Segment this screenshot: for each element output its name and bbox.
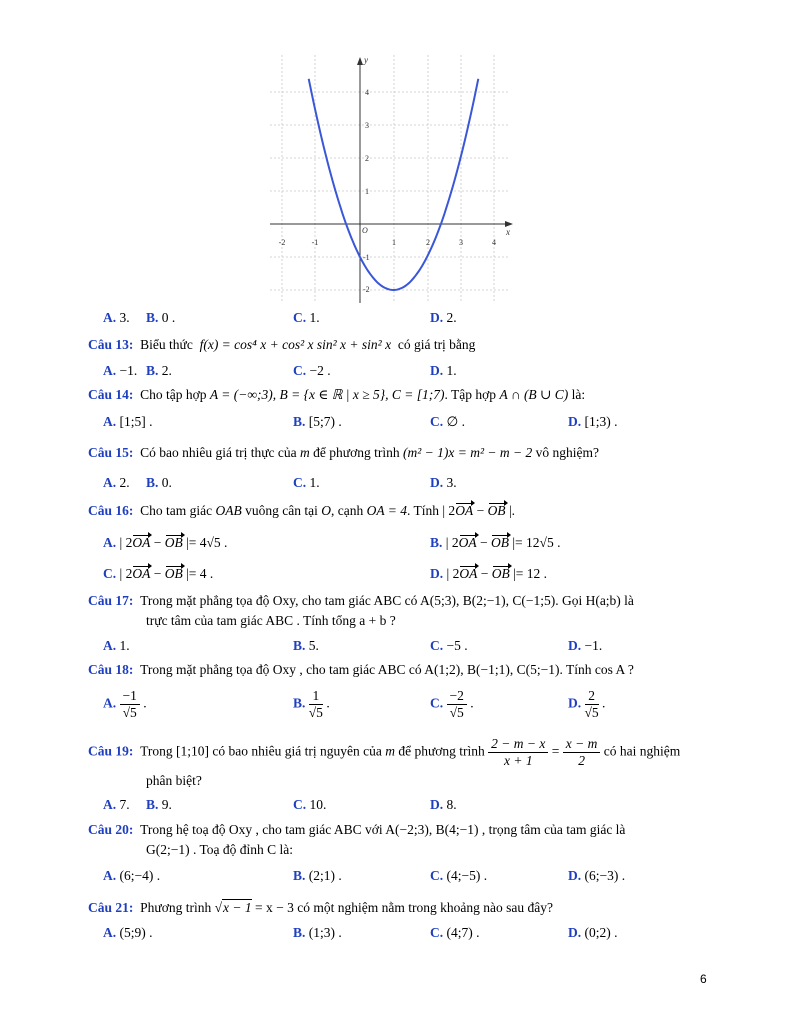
q16-option-b: B. | 2OA − OB |= 12√5 .	[430, 535, 561, 550]
q20-stem: Câu 20: Trong hệ toạ độ Oxy , cho tam giác ABC với A(−2;3), B(4;−1) , trọng tâm của tam giác là	[88, 822, 626, 837]
q18-option-b: B. $\frac{1}{√5}$ .	[293, 688, 330, 720]
q20-stem-line2: G(2;−1) . Toạ độ đỉnh C là:	[146, 842, 294, 857]
x-tick-label: 2	[426, 238, 430, 247]
y-axis-label: y	[364, 55, 368, 65]
q19-option-b: B. 9.	[146, 797, 172, 812]
x-tick-label: 1	[392, 238, 396, 247]
q16-option-d: D. | 2OA − OB |= 12 .	[430, 566, 548, 581]
q19-option-c: C. 10.	[293, 797, 327, 812]
q16-option-c: C. | 2OA − OB |= 4 .	[103, 566, 214, 581]
q21-option-d: D. (0;2) .	[568, 925, 618, 940]
q21-option-b: B. (1;3) .	[293, 925, 342, 940]
q21-stem: Câu 21: Phương trình √x − 1 = x − 3 có một nghiệm nằm trong khoảng nào sau đây?	[88, 900, 553, 915]
q15-stem: Câu 15: Có bao nhiêu giá trị thực của m để phương trình (m² − 1)x = m² − m − 2 vô nghiệm?	[88, 445, 600, 460]
parabola-curve	[309, 79, 479, 290]
y-tick-label: 4	[365, 88, 369, 97]
q19-stem-line2: phân biệt?	[146, 773, 202, 788]
q17-option-b: B. 5.	[293, 638, 319, 653]
q20-option-d: D. (6;−3) .	[568, 868, 626, 883]
q15-option-c: C. 1.	[293, 475, 320, 490]
q14-option-d: D. [1;3) .	[568, 414, 618, 429]
q21-option-a: A. (5;9) .	[103, 925, 153, 940]
q17-stem: Câu 17: Trong mặt phẳng tọa độ Oxy, cho tam giác ABC có A(5;3), B(2;−1), C(−1;5). Gọi H(a;b) là	[88, 593, 634, 608]
q18-stem: Câu 18: Trong mặt phẳng tọa độ Oxy , cho tam giác ABC có A(1;2), B(−1;1), C(5;−1). Tính cos A ?	[88, 662, 634, 677]
q21-option-c: C. (4;7) .	[430, 925, 480, 940]
q14-option-b: B. [5;7) .	[293, 414, 342, 429]
q18-option-a: A. $\frac{-1}{√5}$ .	[103, 688, 147, 720]
q17-option-a: A. 1.	[103, 638, 130, 653]
q15-option-d: D. 3.	[430, 475, 457, 490]
q13-option-b: B. 2.	[146, 363, 172, 378]
parabola-graph	[270, 55, 520, 305]
q13-option-d: D. 1.	[430, 363, 457, 378]
q15-option-a: A. 2.	[103, 475, 130, 490]
q13-stem: Câu 13: Biểu thức f(x) = cos⁴ x + cos² x sin² x + sin² x có giá trị bằng	[88, 337, 476, 352]
y-tick-label: 2	[365, 154, 369, 163]
q13-option-c: C. −2 .	[293, 363, 331, 378]
q14-option-c: C. ∅ .	[430, 414, 466, 429]
page-number: 6	[700, 972, 707, 986]
q12-option-d: D. 2.	[430, 310, 457, 325]
q13-option-a: A. −1.	[103, 363, 138, 378]
q14-stem: Câu 14: Cho tập hợp A = (−∞;3), B = {x ∈ ℝ | x ≥ 5}, C = [1;7). Tập hợp A ∩ (B ∪ C) là:	[88, 387, 586, 402]
q16-stem: Câu 16: Cho tam giác OAB vuông cân tại O, cạnh OA = 4. Tính | 2OA − OB |.	[88, 503, 516, 518]
q16-option-a: A. | 2OA − OB |= 4√5 .	[103, 535, 228, 550]
x-tick-labels	[279, 238, 496, 247]
q20-option-a: A. (6;−4) .	[103, 868, 161, 883]
x-axis-label: x	[506, 227, 510, 237]
y-axis-arrow	[357, 57, 363, 65]
x-tick-label: -1	[311, 238, 319, 247]
q19-option-a: A. 7.	[103, 797, 130, 812]
q14-option-a: A. [1;5] .	[103, 414, 153, 429]
x-tick-label: 3	[459, 238, 463, 247]
q19-stem: Câu 19: Trong [1;10] có bao nhiêu giá trị nguyên của m để phương trình $\frac{2 - m - x}{x + 1}$ = $\frac{x - m}{2}$ có hai nghiệm	[88, 736, 681, 768]
q17-option-d: D. −1.	[568, 638, 603, 653]
q18-option-c: C. $\frac{-2}{√5}$ .	[430, 688, 474, 720]
q17-stem-line2: trực tâm của tam giác ABC . Tính tổng a + b ?	[146, 613, 396, 628]
y-tick-label: -1	[363, 253, 370, 262]
q18-option-d: D. $\frac{2}{√5}$ .	[568, 688, 606, 720]
y-tick-label: -2	[363, 285, 370, 294]
x-tick-label: -2	[278, 238, 286, 247]
graph-grid	[270, 55, 510, 303]
q15-option-b: B. 0.	[146, 475, 172, 490]
q19-option-d: D. 8.	[430, 797, 457, 812]
origin-label: O	[362, 226, 368, 235]
q12-option-a: A. 3.	[103, 310, 130, 325]
y-tick-label: 3	[365, 121, 369, 130]
x-tick-label: 4	[492, 238, 496, 247]
q12-option-c: C. 1.	[293, 310, 320, 325]
q20-option-b: B. (2;1) .	[293, 868, 342, 883]
y-tick-label: 1	[365, 187, 369, 196]
q12-option-b: B. 0 .	[146, 310, 176, 325]
q17-option-c: C. −5 .	[430, 638, 468, 653]
q20-option-c: C. (4;−5) .	[430, 868, 488, 883]
